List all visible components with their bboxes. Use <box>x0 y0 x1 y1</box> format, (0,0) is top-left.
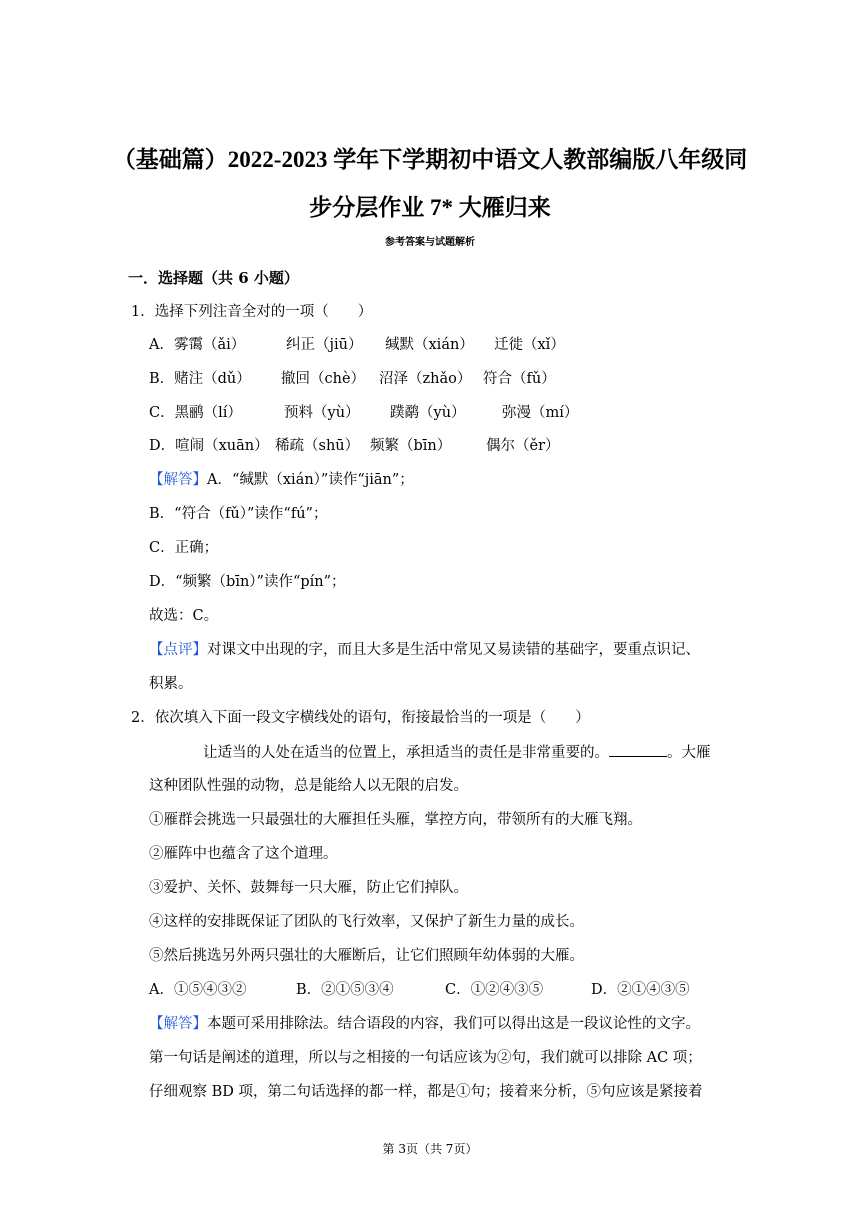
question-2-item-3: ③爱护、关怀、鼓舞每一只大雁，防止它们掉队。 <box>149 880 468 896</box>
option-word: C．黑鹂（lí） <box>149 405 242 421</box>
question-2-item-2: ②雁阵中也蕴含了这个道理。 <box>149 846 338 862</box>
question-1-answer-c: C．正确； <box>149 540 219 556</box>
option-word: D．喧闹（xuān） <box>149 438 269 454</box>
document-subtitle: 参考答案与试题解析 <box>385 237 475 248</box>
question-1-answer-d: D．“频繁（bīn）”读作“pín”； <box>149 574 346 590</box>
option-word: A．雾霭（ǎi） <box>149 337 246 353</box>
option-word: 纠正（jiū） <box>286 337 363 353</box>
comment-text: 对课文中出现的字，而且大多是生活中常见又易读错的基础字，要重点识记、 <box>207 642 700 658</box>
question-2-answer-line-2: 第一句话是阐述的道理，所以与之相接的一句话应该为②句，我们就可以排除 AC 项； <box>149 1050 702 1066</box>
option-word: B．赌注（dǔ） <box>149 371 251 387</box>
question-2-passage-line-2: 这种团队性强的动物，总是能给人以无限的启发。 <box>149 778 468 794</box>
comment-tag: 【点评】 <box>149 642 207 658</box>
answer-text: A．“缄默（xián）”读作“jiān”； <box>207 472 414 488</box>
question-1-comment-cont: 积累。 <box>149 676 193 692</box>
option-d: D．②①④③⑤ <box>591 982 690 998</box>
option-word: 迁徙（xǐ） <box>494 337 565 353</box>
question-1-option-b <box>149 369 556 389</box>
document-title-line-1: （基础篇）2022-2023 学年下学期初中语文人教部编版八年级同 <box>112 147 748 172</box>
answer-text: 本题可采用排除法。结合语段的内容，我们可以得出这是一段议论性的文字。 <box>207 1016 700 1032</box>
question-2-options <box>149 980 690 1000</box>
question-1-comment <box>149 640 700 660</box>
option-word: 偶尔（ěr） <box>486 438 560 454</box>
question-2-answer-line-3: 仔细观察 BD 项，第二句话选择的都一样，都是①句；接着来分析，⑤句应该是紧接着 <box>149 1084 703 1100</box>
question-2-answer-line-1 <box>149 1014 700 1034</box>
document-title-line-2: 步分层作业 7* 大雁归来 <box>309 195 551 220</box>
option-b: B．②①⑤③④ <box>296 982 394 998</box>
question-1-option-c <box>149 403 578 423</box>
question-2-stem: 2．依次填入下面一段文字横线处的语句，衔接最恰当的一项是（ ） <box>131 710 590 726</box>
question-1-option-d <box>149 436 560 456</box>
option-word: 频繁（bīn） <box>370 438 452 454</box>
option-word: 预料（yù） <box>284 405 360 421</box>
question-2-item-5: ⑤然后挑选另外两只强壮的大雁断后，让它们照顾年幼体弱的大雁。 <box>149 948 584 964</box>
option-c: C．①②④③⑤ <box>445 982 544 998</box>
section-heading: 一．选择题（共 6 小题） <box>128 269 299 287</box>
option-word: 蹼鹬（yù） <box>390 405 466 421</box>
question-2-item-4: ④这样的安排既保证了团队的飞行效率，又保护了新生力量的成长。 <box>149 914 584 930</box>
answer-tag: 【解答】 <box>149 1016 207 1032</box>
option-word: 沼泽（zhǎo） <box>379 371 472 387</box>
option-word: 符合（fǔ） <box>483 371 556 387</box>
page-footer: 第 3页（共 7页） <box>382 1142 478 1156</box>
question-1-stem: 1．选择下列注音全对的一项（ ） <box>131 304 373 320</box>
passage-text: 。大雁 <box>667 745 711 761</box>
question-1-option-a <box>149 335 565 355</box>
fill-blank <box>609 742 667 757</box>
option-a: A．①⑤④③② <box>149 982 247 998</box>
answer-tag: 【解答】 <box>149 472 207 488</box>
option-word: 撤回（chè） <box>281 371 366 387</box>
option-word: 弥漫（mí） <box>502 405 579 421</box>
option-word: 稀疏（shū） <box>275 438 360 454</box>
option-word: 缄默（xián） <box>385 337 474 353</box>
question-2-passage-line-1 <box>203 742 711 763</box>
question-2-item-1: ①雁群会挑选一只最强壮的大雁担任头雁，掌控方向，带领所有的大雁飞翔。 <box>149 812 642 828</box>
question-1-answer-b: B．“符合（fǔ）”读作“fú”； <box>149 506 328 522</box>
passage-text: 让适当的人处在适当的位置上，承担适当的责任是非常重要的。 <box>203 745 609 761</box>
question-1-answer-choice: 故选：C。 <box>149 608 219 624</box>
question-1-answer-a <box>149 470 414 490</box>
